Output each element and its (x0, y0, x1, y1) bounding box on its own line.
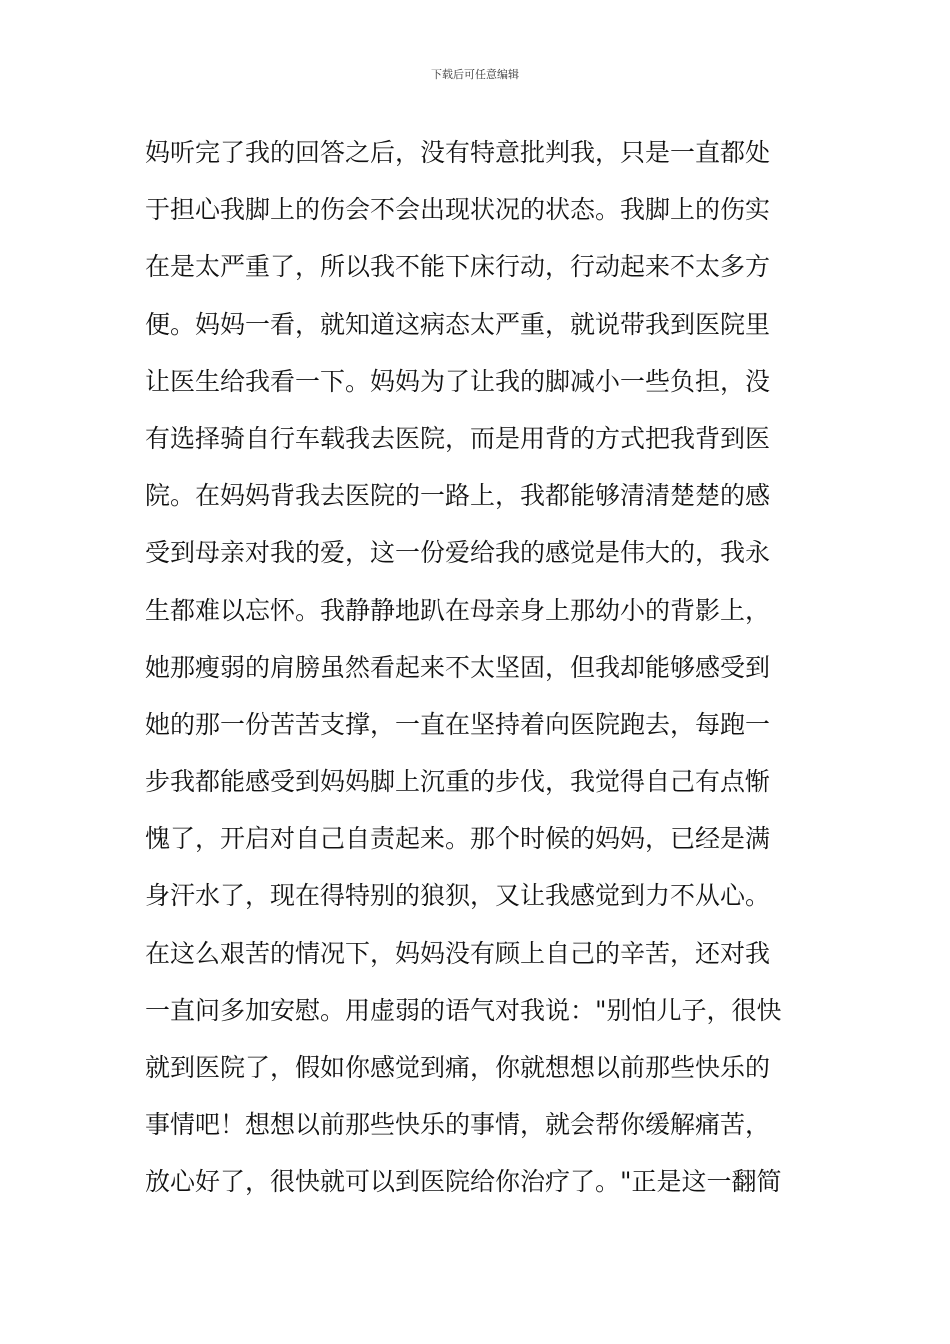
text-line: 愧了，开启对自己自责起来。那个时候的妈妈，已经是满 (145, 824, 771, 854)
text-line: 一直问多加安慰。用虚弱的语气对我说："别怕儿子，很快 (145, 995, 782, 1025)
text-line: 身汗水了，现在得特别的狼狈，又让我感觉到力不从心。 (145, 881, 771, 911)
text-line: 她的那一份苦苦支撑，一直在坚持着向医院跑去，每跑一 (145, 709, 771, 739)
text-line: 步我都能感受到妈妈脚上沉重的步伐，我觉得自己有点惭 (145, 767, 771, 797)
text-line: 让医生给我看一下。妈妈为了让我的脚减小一些负担，没 (145, 366, 771, 396)
text-line: 在这么艰苦的情况下，妈妈没有顾上自己的辛苦，还对我 (145, 938, 771, 968)
text-line: 生都难以忘怀。我静静地趴在母亲身上那幼小的背影上， (145, 595, 771, 625)
text-line: 受到母亲对我的爱，这一份爱给我的感觉是伟大的，我永 (145, 538, 771, 568)
text-line: 在是太严重了，所以我不能下床行动，行动起来不太多方 (145, 252, 771, 282)
text-line: 她那瘦弱的肩膀虽然看起来不太坚固，但我却能够感受到 (145, 652, 771, 682)
text-line: 妈听完了我的回答之后，没有特意批判我，只是一直都处 (145, 138, 771, 167)
body-paragraph (145, 124, 815, 1211)
text-line: 院。在妈妈背我去医院的一路上，我都能够清清楚楚的感 (145, 481, 771, 511)
text-line: 事情吧！想想以前那些快乐的事情，就会帮你缓解痛苦， (145, 1110, 771, 1140)
text-line: 就到医院了，假如你感觉到痛，你就想想以前那些快乐的 (145, 1053, 771, 1082)
text-line: 有选择骑自行车载我去医院，而是用背的方式把我背到医 (145, 423, 771, 453)
text-line: 放心好了，很快就可以到医院给你治疗了。"正是这一翻简 (145, 1167, 782, 1197)
text-line: 于担心我脚上的伤会不会出现状况的状态。我脚上的伤实 (145, 195, 771, 225)
page-header: 下载后可任意编辑 (431, 68, 519, 81)
text-line: 便。妈妈一看，就知道这病态太严重，就说带我到医院里 (145, 309, 771, 339)
